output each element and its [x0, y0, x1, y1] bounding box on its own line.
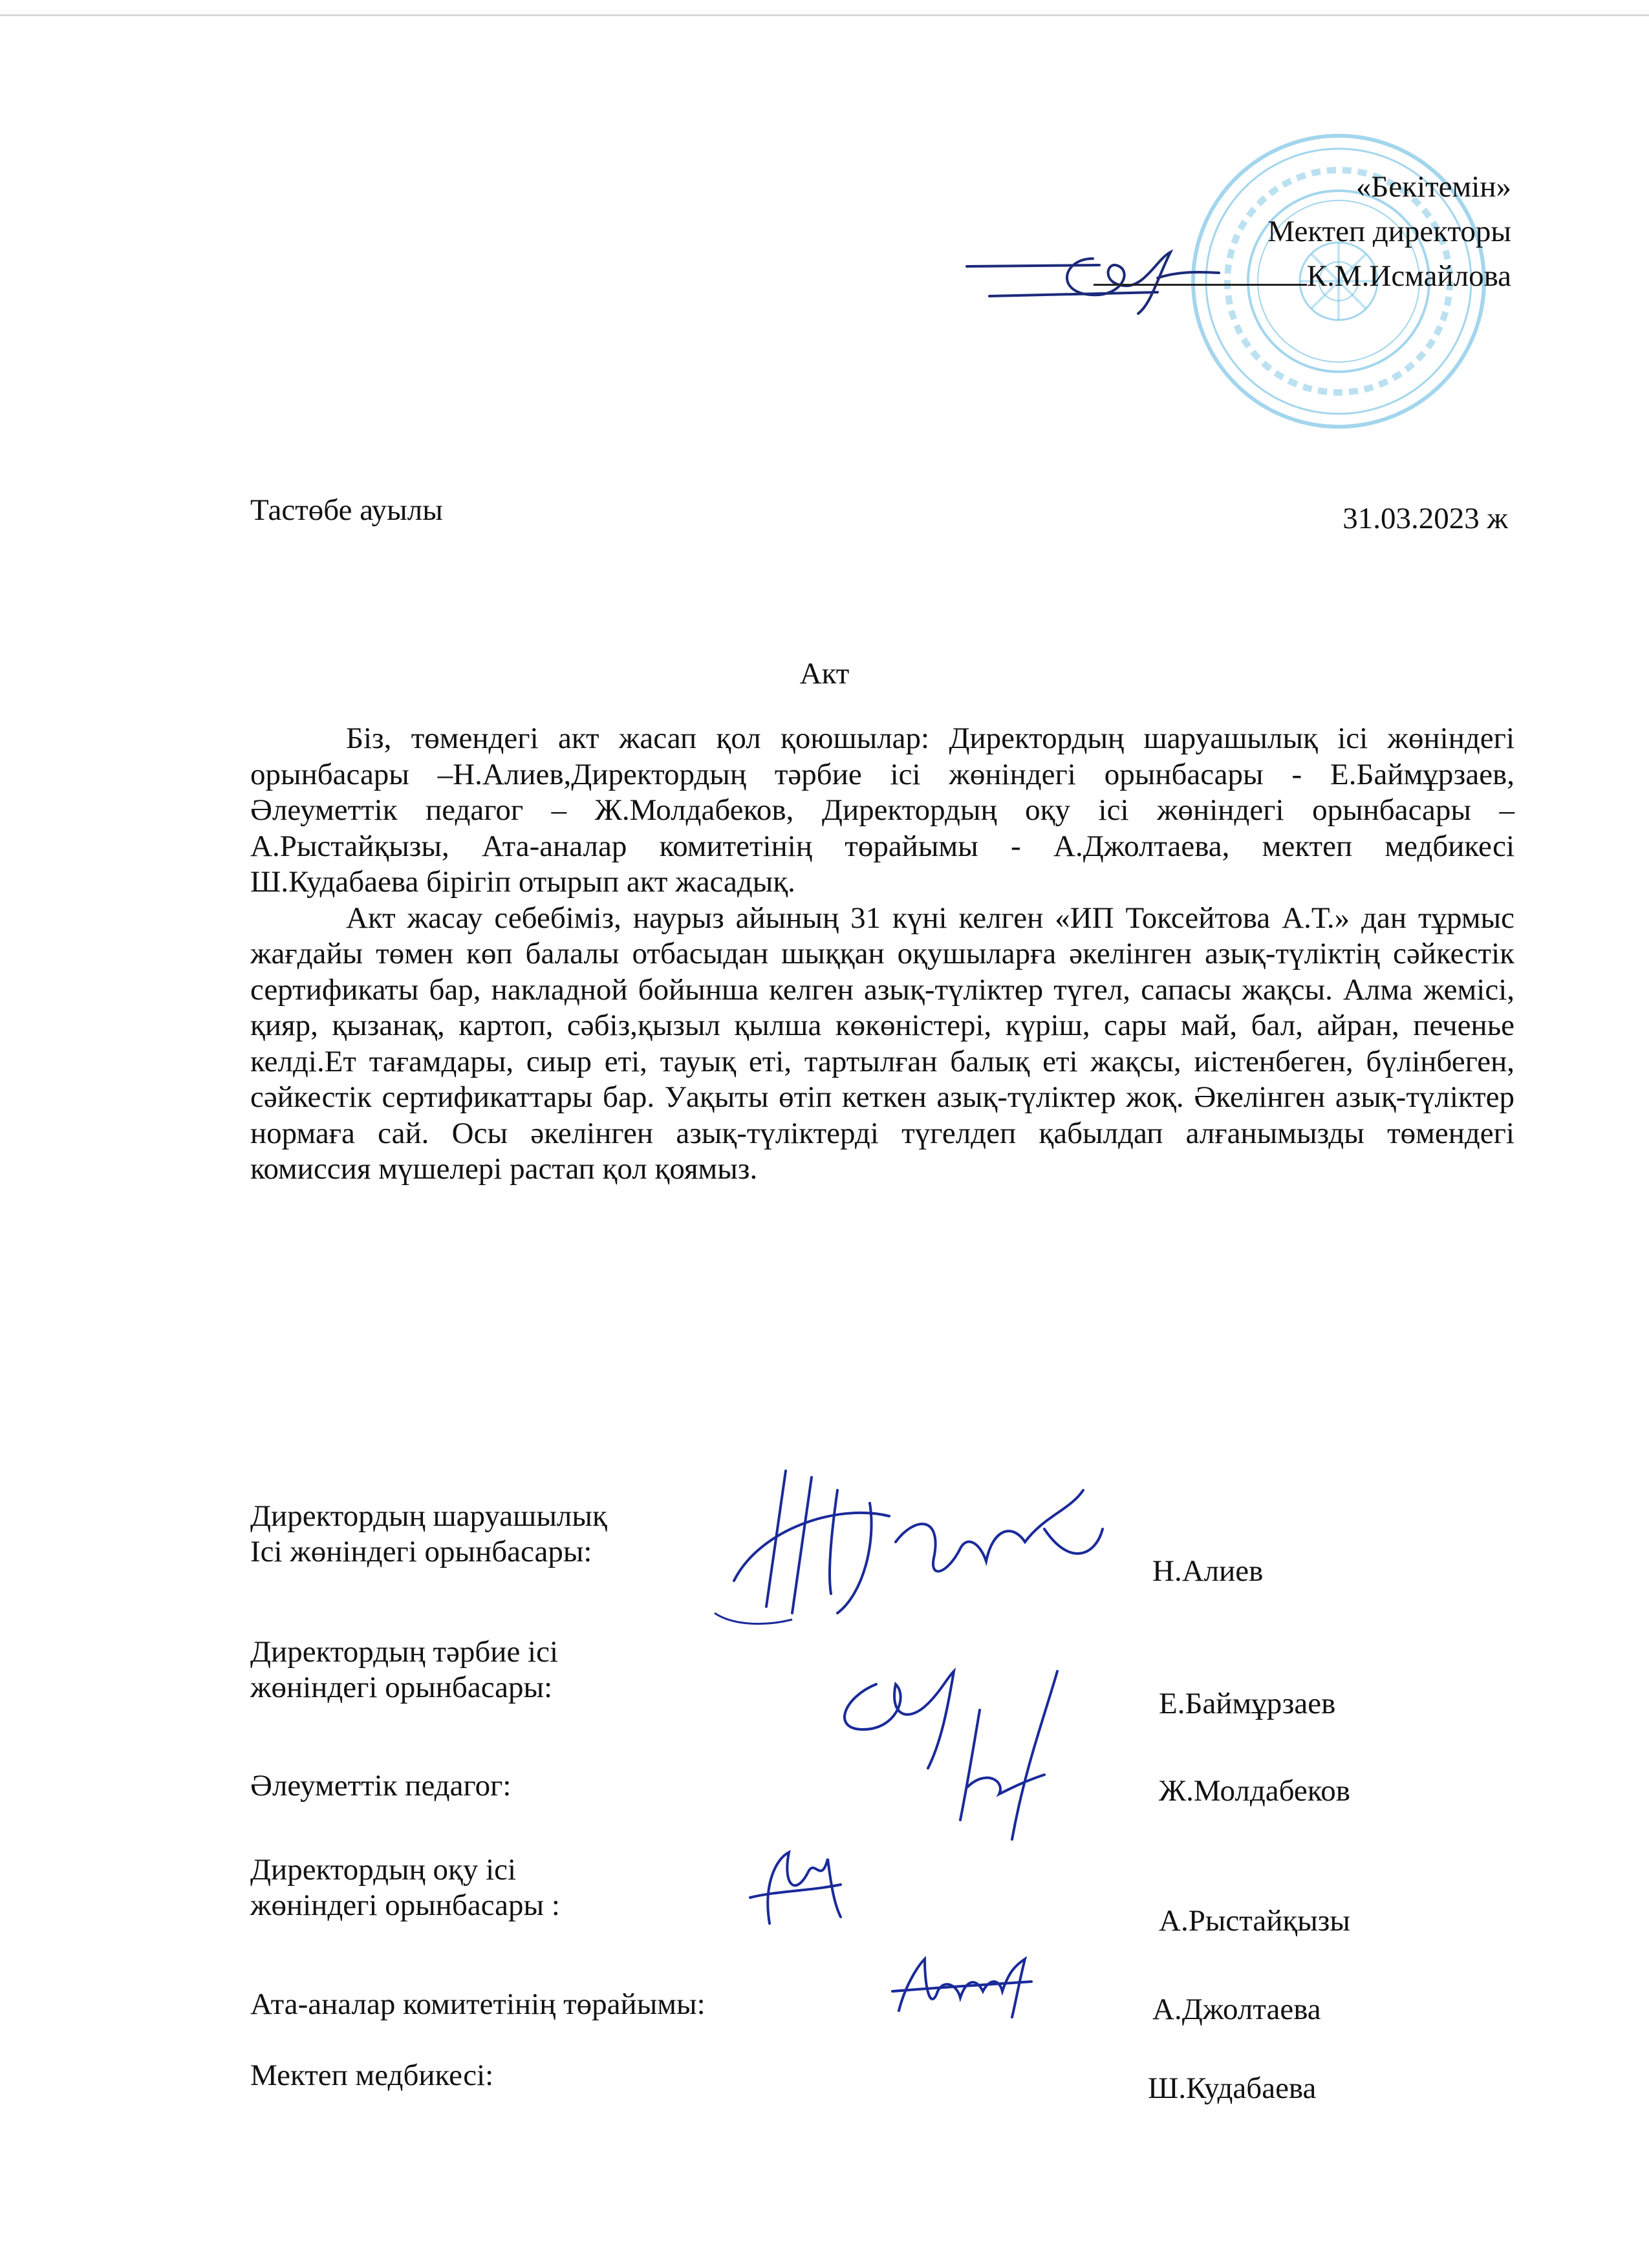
signatory-name: А.Джолтаева [1152, 1993, 1321, 2026]
signatory-role: Директордың тәрбие ісі жөніндегі орынбасары: [250, 1635, 559, 1704]
document-body [250, 721, 1514, 1188]
signatory-name: Ш.Кудабаева [1148, 2071, 1317, 2105]
signatory-name: Н.Алиев [1152, 1554, 1264, 1588]
scan-edge-line [0, 14, 1649, 16]
signatory-name: Ж.Молдабеков [1159, 1774, 1350, 1808]
director-name: К.М.Исмайлова [1306, 259, 1511, 293]
approval-block [1094, 165, 1511, 299]
approval-signature-line [1094, 254, 1511, 299]
document-title: Акт [799, 657, 850, 690]
signature-rystaikyzy [744, 1846, 847, 1930]
approval-position: Мектеп директоры [1267, 215, 1511, 248]
signatory-role: Директордың оқу ісі жөніндегі орынбасары : [250, 1853, 560, 1922]
signatory-name: Е.Баймұрзаев [1159, 1687, 1336, 1720]
signatory-role: Директордың шаруашылық Ісі жөніндегі орынбасары: [250, 1499, 607, 1568]
signatory-role: Ата-аналар комитетінің төрайымы: [250, 1987, 706, 2021]
document-date: 31.03.2023 ж [1342, 502, 1508, 535]
signature-baimurzaev [818, 1658, 1090, 1846]
signatory-role: Мектеп медбикесі: [250, 2059, 494, 2092]
signature-underline [1094, 258, 1307, 286]
body-paragraph: Акт жасау себебіміз, наурыз айының 31 күні келген «ИП Токсейтова А.Т.» дан тұрмыс жағдайы төмен көп балалы отбасыдан шыққан оқушыларға әкелінген азық-түліктің сәйкестік сертификаты бар, накладной бойынша келген азық-түліктер түгел, сапасы жақсы. Алма жемісі, қияр, қызанақ, картоп, сәбіз,қызыл қылша көкөністері, күріш, сары май, бал, айран, печенье келді.Ет тағамдары, сиыр еті, тауық еті, тартылған балық еті жақсы, иістенбеген, бүлінбеген, сәйкестік сертификаттары бар. Уақыты өтіп кеткен азық-түліктер жоқ. Әкелінген азық-түліктер нормаға сай. Осы әкелінген азық-түліктерді түгелдеп қабылдап алғанымызды төмендегі комиссия мүшелері растап қол қоямыз. [250, 901, 1514, 1186]
document-place: Тастөбе ауылы [250, 493, 443, 527]
approval-heading: «Бекітемін» [1355, 170, 1511, 204]
signatory-role: Әлеуметтік педагог: [250, 1769, 512, 1803]
body-paragraph: Біз, төмендегі акт жасап қол қоюшылар: Директордың шаруашылық ісі жөніндегі орынбасары –Н.Алиев,Директордың тәрбие ісі жөніндегі орынбасары - Е.Баймұрзаев, Әлеуметтік педагог – Ж.Молдабеков, Директордың оқу ісі жөніндегі орынбасары – А.Рыстайқызы, Ата-аналар комитетінің төрайымы - А.Джолтаева, мектеп медбикесі Ш.Кудабаева бірігіп отырып акт жасадық. [250, 722, 1514, 899]
signature-joltaeva [886, 1952, 1035, 2024]
signatory-name: А.Рыстайқызы [1159, 1904, 1350, 1938]
signature-aliev [708, 1464, 1109, 1632]
